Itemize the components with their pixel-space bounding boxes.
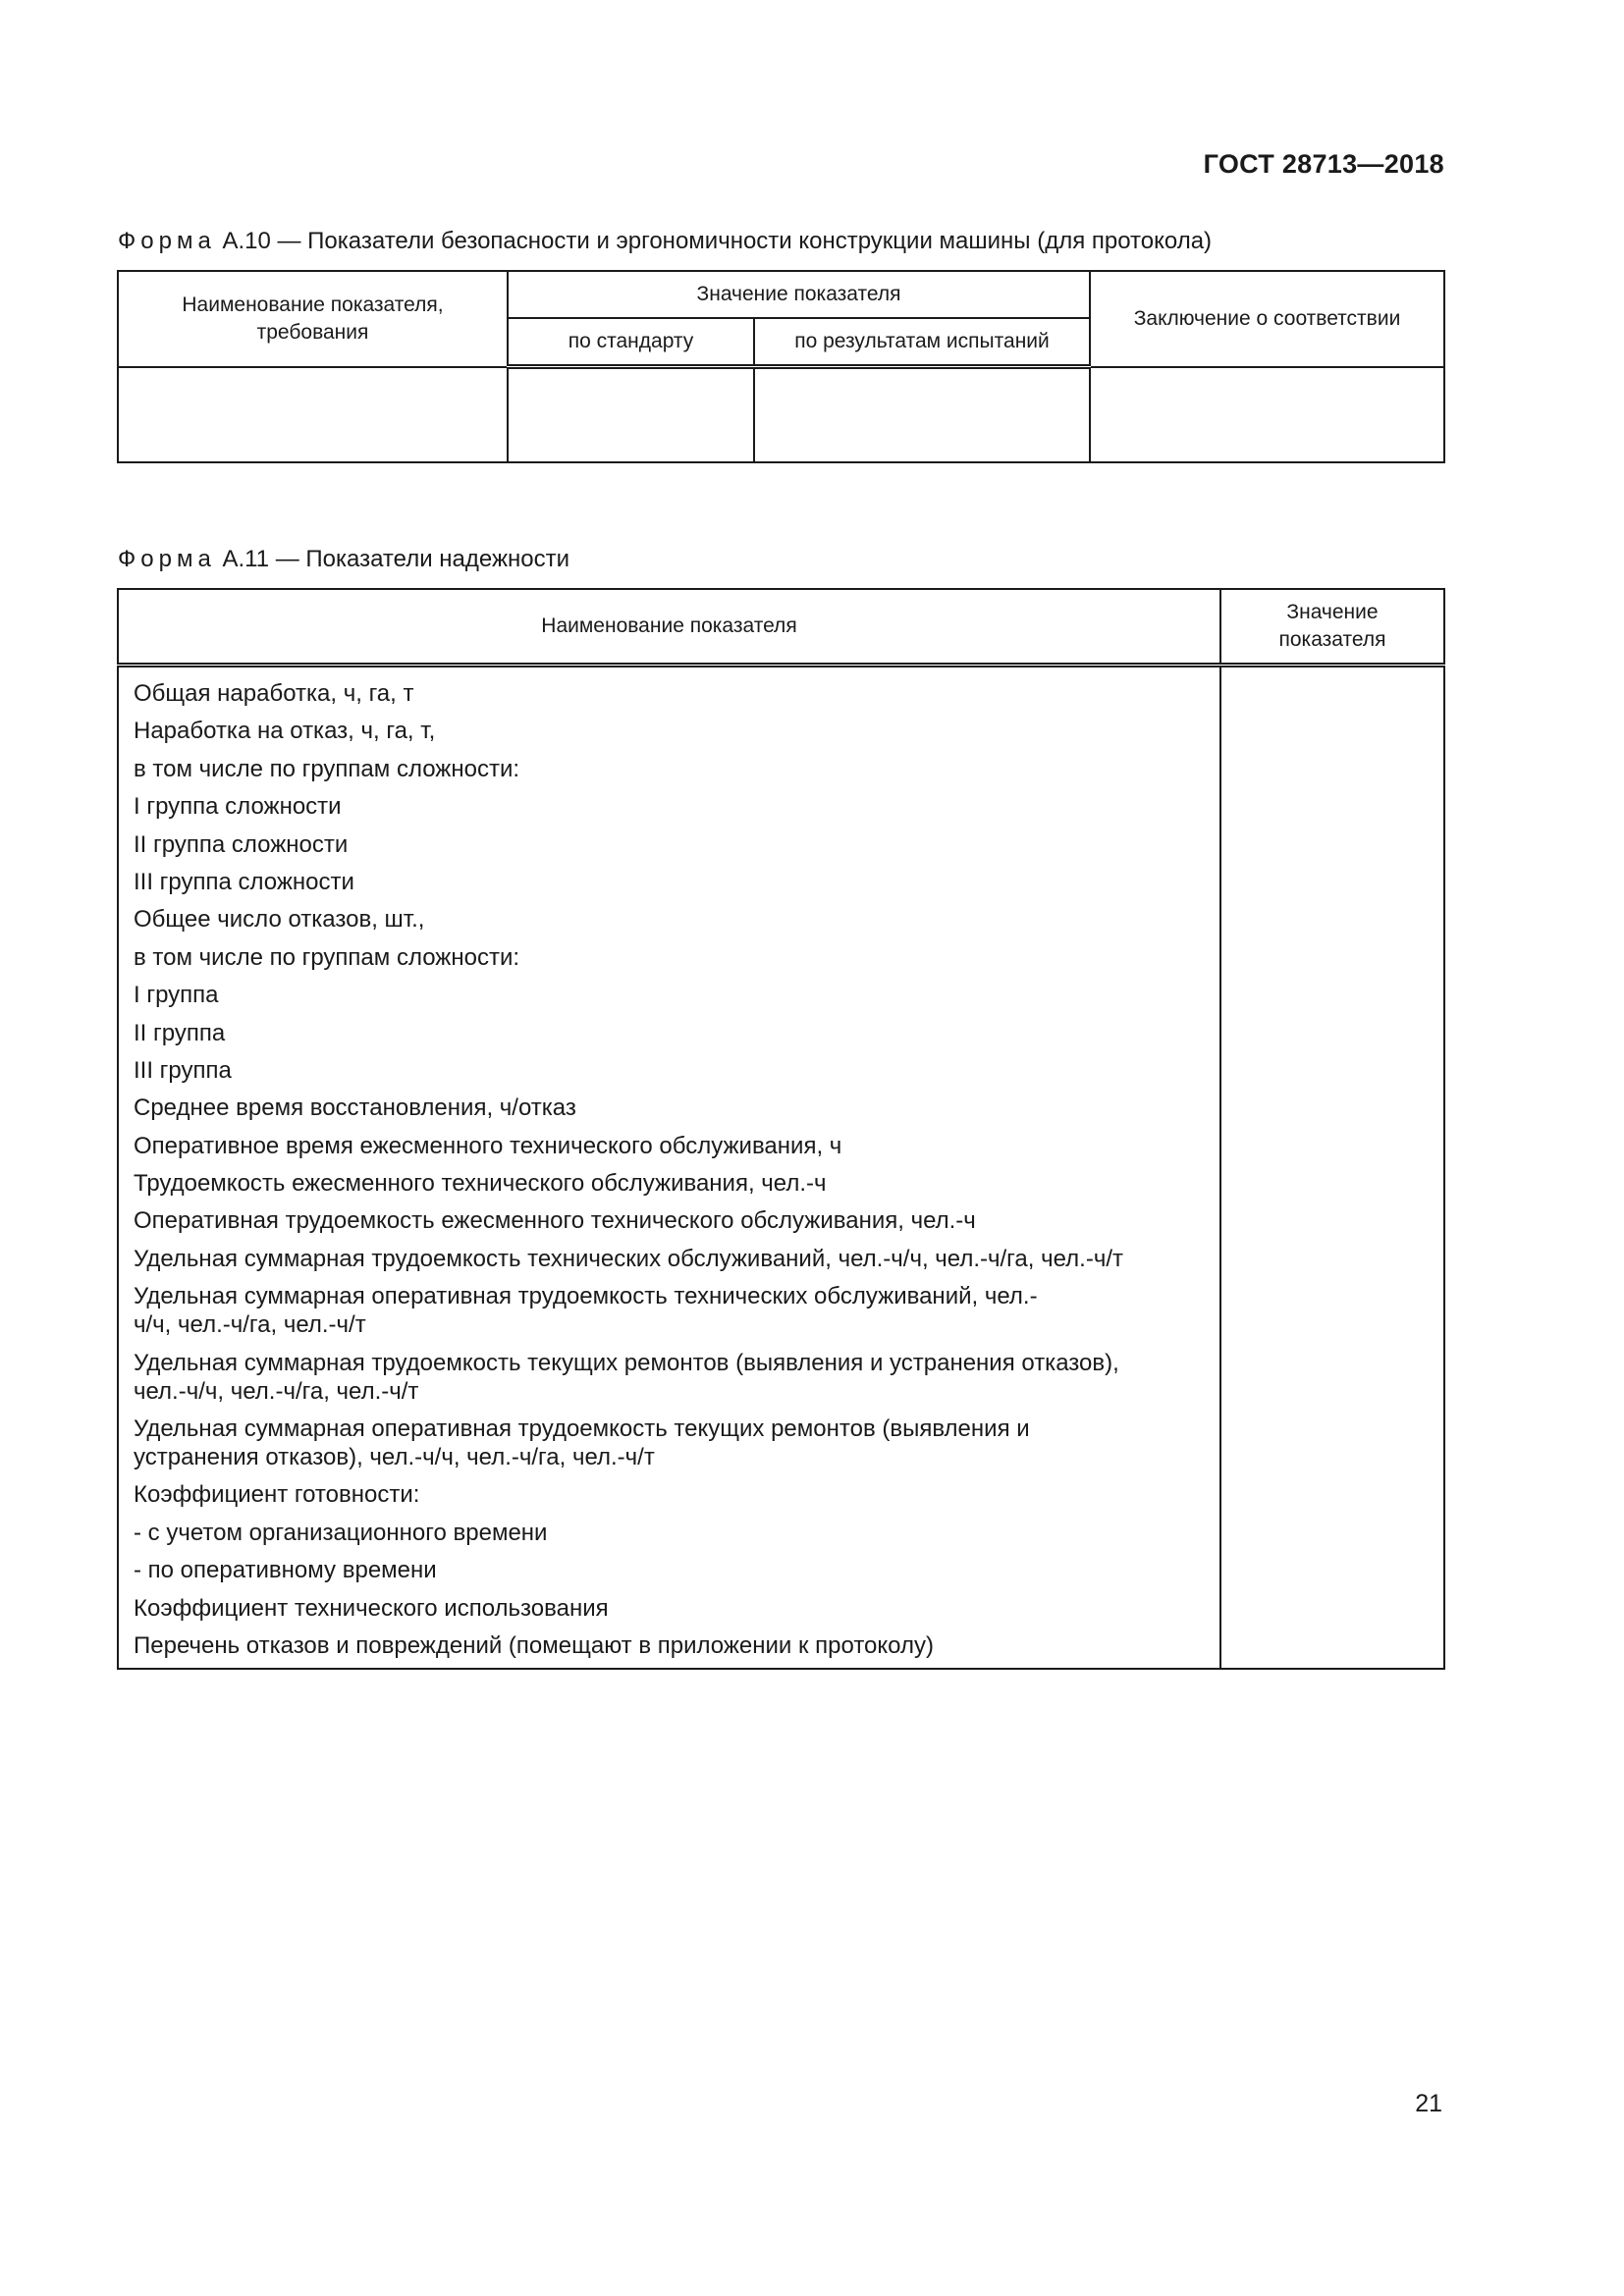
list-item: III группа сложности <box>134 868 354 895</box>
form-a11-table <box>117 588 1445 1670</box>
list-item: - по оперативному времени <box>134 1557 437 1584</box>
list-item: II группа <box>134 1019 226 1046</box>
list-item: в том числе по группам сложности: <box>134 755 520 782</box>
list-item: III группа <box>134 1056 232 1084</box>
form-a10-col-value-group: Значение показателя <box>508 271 1090 318</box>
form-a11-items-cell <box>118 666 1220 1669</box>
form-a11-col-value: Значение показателя <box>1220 589 1444 666</box>
form-a10-cell-name <box>118 367 508 463</box>
form-a10-caption <box>118 228 1212 255</box>
form-a10-caption-title: А.10 — Показатели безопасности и эргономичности конструкции машины (для протокола) <box>215 228 1213 254</box>
form-a11-caption <box>118 546 569 573</box>
form-a11-header-row <box>118 589 1444 666</box>
form-a10-cell-conclusion <box>1090 367 1444 463</box>
form-a10-col-conclusion: Заключение о соответствии <box>1090 271 1444 367</box>
list-item: Удельная суммарная оперативная трудоемкость технических обслуживаний, чел.-ч/ч, чел.-ч/га, чел.-ч/т <box>134 1283 1038 1339</box>
list-item: в том числе по группам сложности: <box>134 943 520 971</box>
list-item: I группа сложности <box>134 793 342 821</box>
list-item: Наработка на отказ, ч, га, т, <box>134 718 436 745</box>
list-item: Оперативное время ежесменного технического обслуживания, ч <box>134 1132 842 1159</box>
list-item: Общее число отказов, шт., <box>134 906 425 934</box>
form-a11-caption-prefix: Форма <box>118 546 216 572</box>
page-number: 21 <box>1415 2090 1442 2117</box>
form-a10-col-name: Наименование показателя, требования <box>118 271 508 367</box>
list-item: Трудоемкость ежесменного технического обслуживания, чел.-ч <box>134 1170 827 1198</box>
form-a11-col-name: Наименование показателя <box>118 589 1220 666</box>
form-a11-body-row <box>118 666 1444 1669</box>
list-item: Удельная суммарная трудоемкость технических обслуживаний, чел.-ч/ч, чел.-ч/га, чел.-ч/т <box>134 1245 1123 1272</box>
form-a10-col-by-results: по результатам испытаний <box>754 318 1090 367</box>
list-item: Коэффициент технического использования <box>134 1594 609 1622</box>
form-a11-value-cell <box>1220 666 1444 1669</box>
form-a10-header-row <box>118 271 1444 318</box>
list-item: Среднее время восстановления, ч/отказ <box>134 1095 576 1122</box>
form-a11-caption-title: А.11 — Показатели надежности <box>215 546 570 572</box>
list-item: II группа сложности <box>134 830 349 858</box>
list-item: Удельная суммарная оперативная трудоемкость текущих ремонтов (выявления и устранения отказов), чел.-ч/ч, чел.-ч/га, чел.-ч/т <box>134 1415 1030 1471</box>
list-item: I группа <box>134 982 219 1009</box>
list-item: Оперативная трудоемкость ежесменного технического обслуживания, чел.-ч <box>134 1207 976 1235</box>
list-item: Удельная суммарная трудоемкость текущих ремонтов (выявления и устранения отказов), чел.-ч/ч, чел.-ч/га, чел.-ч/т <box>134 1349 1119 1405</box>
document-code: ГОСТ 28713—2018 <box>1203 149 1444 179</box>
form-a10-cell-results <box>754 367 1090 463</box>
list-item: Перечень отказов и повреждений (помещают в приложении к протоколу) <box>134 1631 934 1659</box>
form-a10-col-by-standard: по стандарту <box>508 318 754 367</box>
list-item: Общая наработка, ч, га, т <box>134 680 414 707</box>
form-a10-body-row <box>118 367 1444 463</box>
form-a10-cell-standard <box>508 367 754 463</box>
form-a10-caption-prefix: Форма <box>118 228 216 254</box>
list-item: Коэффициент готовности: <box>134 1481 420 1509</box>
list-item: - с учетом организационного времени <box>134 1519 548 1546</box>
form-a10-table <box>117 270 1445 463</box>
